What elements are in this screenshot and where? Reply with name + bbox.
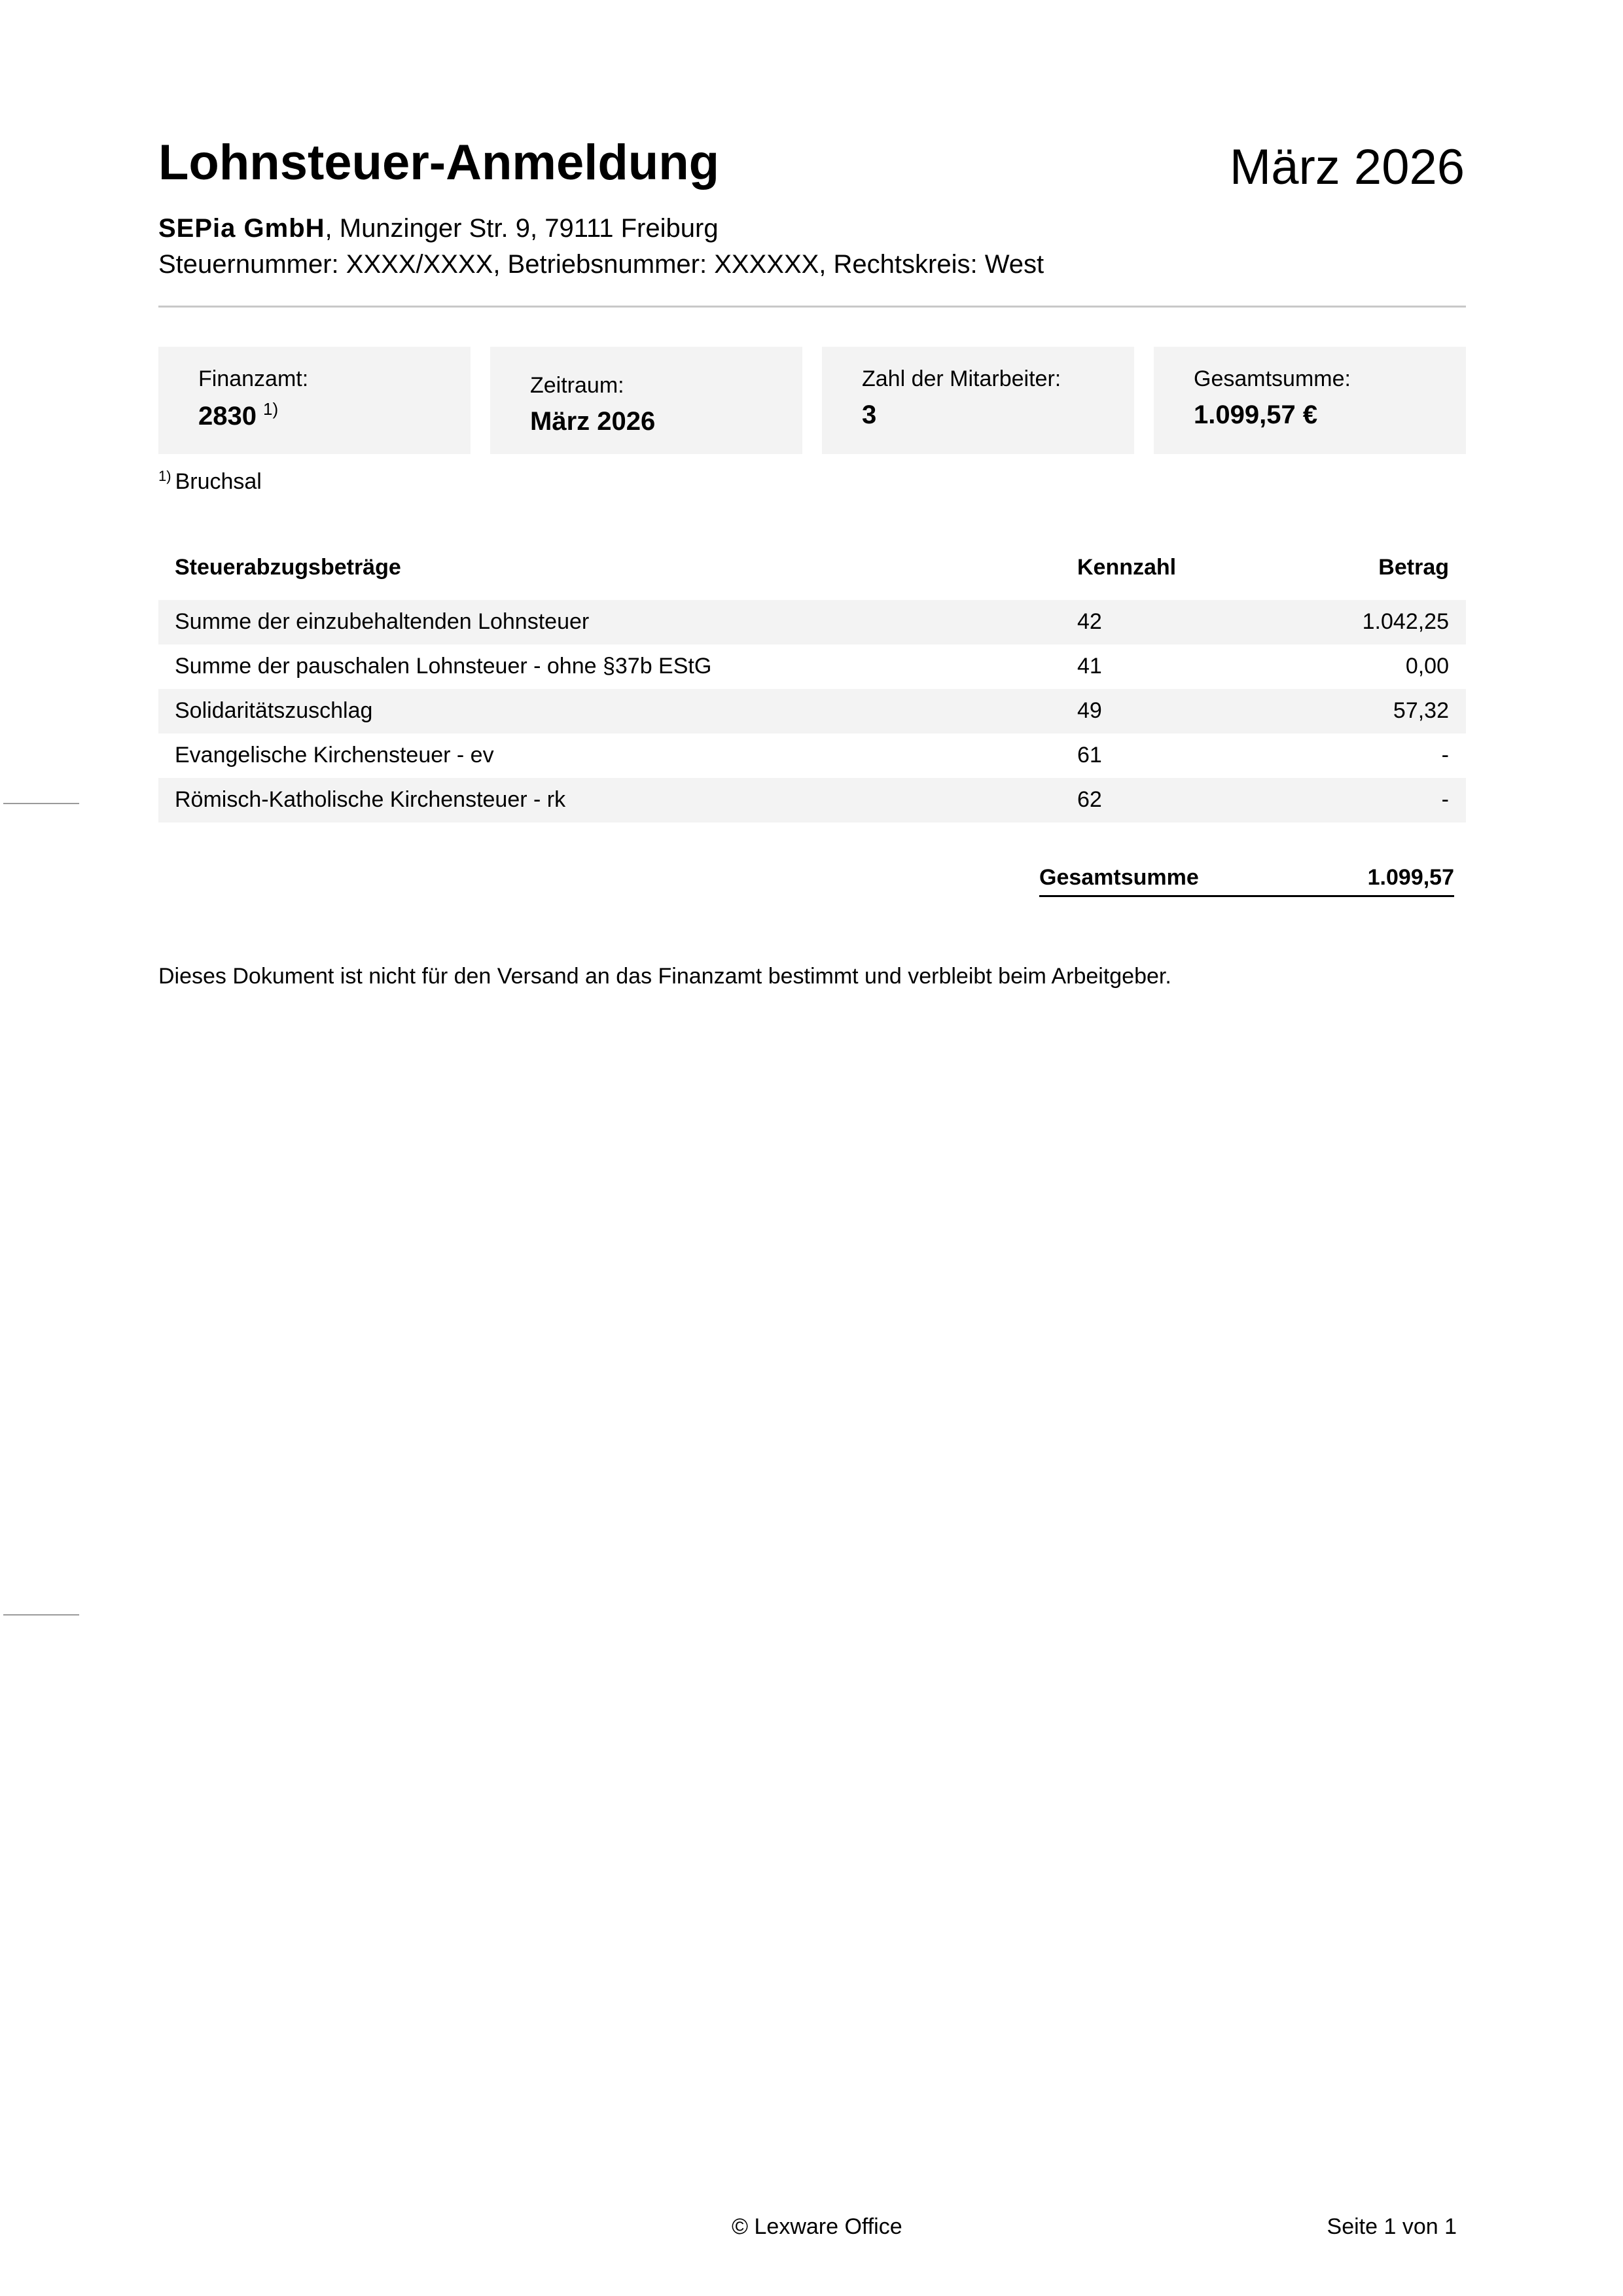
footnote-marker: 1) bbox=[158, 468, 171, 484]
finanzamt-label: Finanzamt: bbox=[198, 366, 309, 391]
column-header-amount: Betrag bbox=[1378, 555, 1449, 580]
document-period: März 2026 bbox=[1229, 139, 1465, 195]
company-name: SEPia GmbH bbox=[158, 214, 325, 243]
total-label: Gesamtsumme bbox=[1039, 865, 1199, 890]
row-label: Summe der einzubehaltenden Lohnsteuer bbox=[175, 609, 590, 634]
total-value: 1.099,57 bbox=[1367, 865, 1454, 890]
mitarbeiter-tile bbox=[822, 347, 1134, 454]
footnote-text: Bruchsal bbox=[175, 469, 262, 494]
mitarbeiter-label: Zahl der Mitarbeiter: bbox=[862, 366, 1061, 391]
finanzamt-number: 2830 bbox=[198, 402, 257, 431]
table-row bbox=[158, 778, 1466, 822]
row-label: Evangelische Kirchensteuer - ev bbox=[175, 743, 494, 768]
gesamtsumme-label: Gesamtsumme: bbox=[1194, 366, 1351, 391]
row-amount: 1.042,25 bbox=[1362, 609, 1449, 634]
gesamtsumme-tile bbox=[1154, 347, 1466, 454]
header-divider bbox=[158, 306, 1466, 308]
finanzamt-footnote-marker: 1) bbox=[262, 399, 279, 419]
row-code: 41 bbox=[1077, 654, 1102, 679]
row-amount: - bbox=[1441, 787, 1449, 812]
row-label: Summe der pauschalen Lohnsteuer - ohne §37b EStG bbox=[175, 654, 712, 679]
row-code: 42 bbox=[1077, 609, 1102, 634]
row-code: 61 bbox=[1077, 743, 1102, 768]
table-row bbox=[158, 645, 1466, 689]
total-row bbox=[1039, 865, 1454, 897]
finanzamt-tile bbox=[158, 347, 471, 454]
document-title: Lohnsteuer-Anmeldung bbox=[158, 135, 720, 190]
table-row bbox=[158, 600, 1466, 645]
row-amount: 57,32 bbox=[1393, 698, 1449, 723]
row-label: Römisch-Katholische Kirchensteuer - rk bbox=[175, 787, 566, 812]
row-code: 62 bbox=[1077, 787, 1102, 812]
disclaimer-text: Dieses Dokument ist nicht für den Versand an das Finanzamt bestimmt und verbleibt beim Arbeitgeber. bbox=[158, 964, 1171, 989]
footer-page-number: Seite 1 von 1 bbox=[1327, 2214, 1457, 2239]
row-label: Solidaritätszuschlag bbox=[175, 698, 373, 723]
row-amount: 0,00 bbox=[1405, 654, 1449, 679]
gesamtsumme-value: 1.099,57 € bbox=[1194, 400, 1318, 429]
row-amount: - bbox=[1441, 743, 1449, 768]
table-row bbox=[158, 689, 1466, 733]
mitarbeiter-value: 3 bbox=[862, 400, 877, 429]
table-header bbox=[158, 555, 1466, 588]
footnote bbox=[158, 468, 262, 495]
zeitraum-label: Zeitraum: bbox=[530, 373, 624, 398]
row-code: 49 bbox=[1077, 698, 1102, 723]
fold-mark bbox=[3, 1614, 79, 1616]
footer-copyright: © Lexware Office bbox=[732, 2214, 902, 2239]
table-row bbox=[158, 733, 1466, 778]
column-header-code: Kennzahl bbox=[1077, 555, 1177, 580]
zeitraum-tile bbox=[490, 347, 802, 454]
column-header-label: Steuerabzugsbeträge bbox=[175, 555, 401, 580]
fold-mark bbox=[3, 803, 79, 804]
zeitraum-value: März 2026 bbox=[530, 407, 656, 436]
company-address: , Munzinger Str. 9, 79111 Freiburg bbox=[325, 214, 719, 243]
tax-identifiers: Steuernummer: XXXX/XXXX, Betriebsnummer: XXXXXX, Rechtskreis: West bbox=[158, 250, 1044, 279]
finanzamt-value bbox=[198, 399, 278, 431]
company-line bbox=[158, 213, 719, 244]
